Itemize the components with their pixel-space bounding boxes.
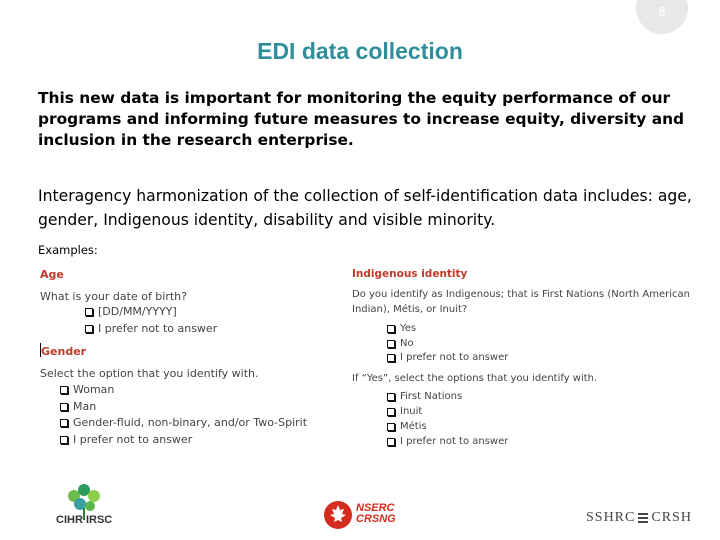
crsh-text: CRSH [651,510,692,525]
checkbox-icon [60,419,68,427]
indigenous-option: Yes [387,323,416,334]
checkbox-icon [387,340,395,348]
indigenous-followup-option: First Nations [387,391,462,402]
gender-option: I prefer not to answer [60,433,192,446]
checkbox-icon [387,408,395,416]
indigenous-followup-option: Inuit [387,406,422,417]
nserc-logo [323,500,403,532]
sshrc-logo [586,509,696,527]
page-number: 8 [658,5,666,19]
checkbox-icon [387,393,395,401]
indigenous-question: Do you identify as Indigenous; that is First Nations (North American Indian), Métis, or Inuit? [352,289,690,315]
maple-leaf-icon [323,500,353,530]
gender-option: Gender-fluid, non-binary, and/or Two-Spirit [60,416,307,429]
equals-icon [638,513,648,523]
checkbox-icon [60,436,68,444]
gender-option: Man [60,400,96,413]
checkbox-icon [60,386,68,394]
indigenous-option: I prefer not to answer [387,352,508,363]
indigenous-option: No [387,338,414,349]
checkbox-icon [387,325,395,333]
slide-title: EDI data collection [257,38,463,64]
cihr-text: CIHR IRSC [56,514,113,526]
crsng-text: CRSNG [356,513,396,525]
checkbox-icon [85,308,93,316]
gender-option: Woman [60,383,114,396]
checkbox-icon [85,325,93,333]
checkbox-icon [387,423,395,431]
examples-label: Examples: [38,243,98,257]
age-option: [DD/MM/YYYY] [85,305,177,318]
indigenous-heading: Indigenous identity [352,268,468,280]
age-option: I prefer not to answer [85,322,217,335]
sshrc-text: SSHRC [586,510,636,525]
intro-paragraph: This new data is important for monitoring the equity performance of our programs and informing future measures to increase equity, diversity and inclusion in the research enterprise. [38,89,685,149]
checkbox-icon [387,438,395,446]
age-question: What is your date of birth? [40,290,187,303]
nserc-text: NSERC [356,502,395,514]
page-number-badge [636,0,688,34]
indigenous-followup-option: I prefer not to answer [387,436,508,447]
gender-question: Select the option that you identify with. [40,367,259,380]
checkbox-icon [387,354,395,362]
indigenous-followup-option: Métis [387,421,427,432]
indigenous-followup: If “Yes”, select the options that you identify with. [352,373,598,384]
gender-heading: Gender [41,345,87,358]
harmonization-paragraph: Interagency harmonization of the collection of self-identification data includes: age, gender, Indigenous identity, disability and visible minority. [38,187,692,229]
age-heading: Age [40,268,64,281]
checkbox-icon [60,403,68,411]
cihr-logo [44,484,124,534]
